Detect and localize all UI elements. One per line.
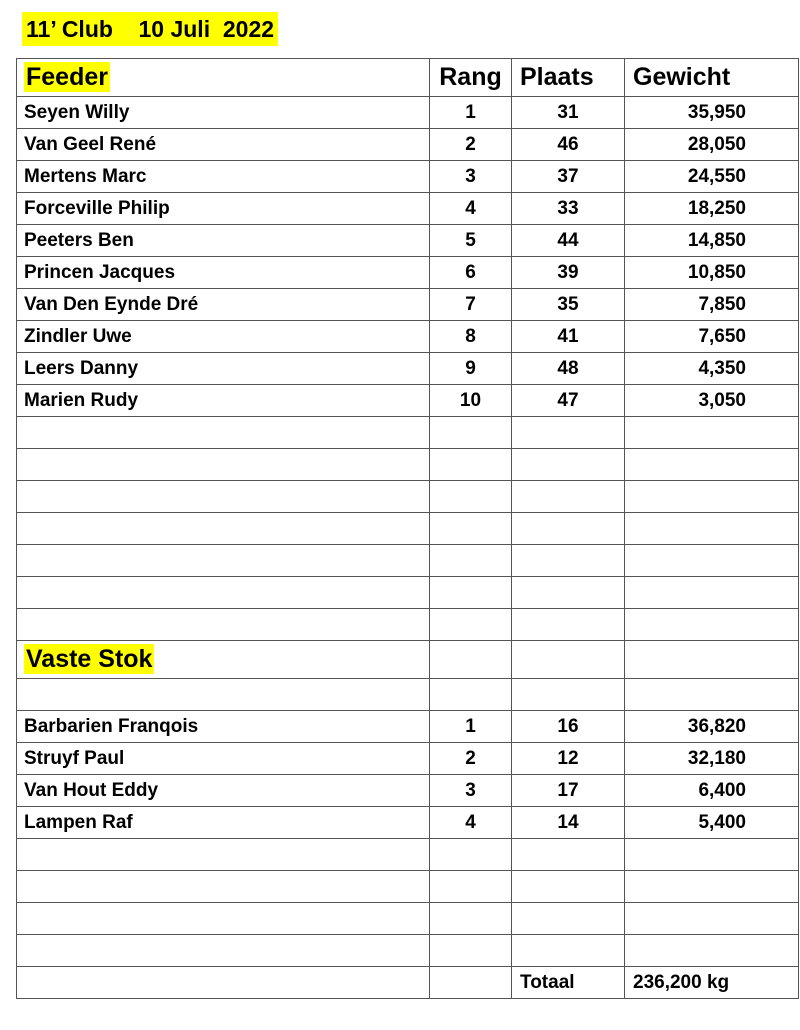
table-row (17, 775, 799, 807)
name-cell: Leers Danny (17, 353, 430, 385)
section-vaste-stok-heading: Vaste Stok (17, 641, 430, 679)
plaats-cell: 31 (512, 97, 625, 129)
table-row (17, 353, 799, 385)
name-cell: Zindler Uwe (17, 321, 430, 353)
table-row (17, 257, 799, 289)
rang-cell: 3 (430, 775, 512, 807)
rang-cell: 8 (430, 321, 512, 353)
rang-cell: 10 (430, 385, 512, 417)
plaats-cell: 46 (512, 129, 625, 161)
name-cell: Lampen Raf (17, 807, 430, 839)
gewicht-cell: 14,850 (625, 225, 799, 257)
rang-cell: 4 (430, 807, 512, 839)
total-label: Totaal (512, 967, 625, 999)
empty-row (17, 513, 799, 545)
plaats-cell: 39 (512, 257, 625, 289)
plaats-cell: 37 (512, 161, 625, 193)
table-row (17, 161, 799, 193)
table-row (17, 807, 799, 839)
gewicht-cell: 4,350 (625, 353, 799, 385)
table-row (17, 385, 799, 417)
table-row (17, 129, 799, 161)
empty-row (17, 935, 799, 967)
name-cell: Princen Jacques (17, 257, 430, 289)
rang-cell: 7 (430, 289, 512, 321)
name-cell: Van Hout Eddy (17, 775, 430, 807)
empty-row (17, 679, 799, 711)
rang-cell: 3 (430, 161, 512, 193)
plaats-cell: 48 (512, 353, 625, 385)
empty-row (17, 577, 799, 609)
plaats-cell: 44 (512, 225, 625, 257)
empty-row (17, 545, 799, 577)
table-row (17, 193, 799, 225)
rang-cell: 1 (430, 711, 512, 743)
rang-cell: 1 (430, 97, 512, 129)
total-value: 236,200 kg (625, 967, 799, 999)
empty-row (17, 903, 799, 935)
name-cell: Van Geel René (17, 129, 430, 161)
empty-row (17, 417, 799, 449)
gewicht-cell: 6,400 (625, 775, 799, 807)
section-row (17, 641, 799, 679)
rang-cell: 2 (430, 129, 512, 161)
gewicht-cell: 7,650 (625, 321, 799, 353)
column-header-gewicht: Gewicht (625, 59, 799, 97)
name-cell: Peeters Ben (17, 225, 430, 257)
table-row (17, 711, 799, 743)
section-feeder-heading: Feeder (17, 59, 430, 97)
table-row (17, 743, 799, 775)
plaats-cell: 33 (512, 193, 625, 225)
gewicht-cell: 3,050 (625, 385, 799, 417)
total-row (17, 967, 799, 999)
page-title: 11’ Club 10 Juli 2022 (22, 12, 278, 46)
gewicht-cell: 7,850 (625, 289, 799, 321)
table-row (17, 225, 799, 257)
table-row (17, 289, 799, 321)
name-cell: Van Den Eynde Dré (17, 289, 430, 321)
gewicht-cell: 24,550 (625, 161, 799, 193)
column-header-rang: Rang (430, 59, 512, 97)
plaats-cell: 16 (512, 711, 625, 743)
empty-row (17, 481, 799, 513)
results-table (16, 58, 799, 999)
table-row (17, 321, 799, 353)
name-cell: Seyen Willy (17, 97, 430, 129)
empty-row (17, 449, 799, 481)
name-cell: Mertens Marc (17, 161, 430, 193)
rang-cell: 2 (430, 743, 512, 775)
plaats-cell: 35 (512, 289, 625, 321)
plaats-cell: 47 (512, 385, 625, 417)
rang-cell: 4 (430, 193, 512, 225)
plaats-cell: 14 (512, 807, 625, 839)
gewicht-cell: 28,050 (625, 129, 799, 161)
gewicht-cell: 35,950 (625, 97, 799, 129)
gewicht-cell: 32,180 (625, 743, 799, 775)
gewicht-cell: 36,820 (625, 711, 799, 743)
empty-row (17, 609, 799, 641)
gewicht-cell: 10,850 (625, 257, 799, 289)
header-row (17, 59, 799, 97)
gewicht-cell: 5,400 (625, 807, 799, 839)
empty-row (17, 871, 799, 903)
rang-cell: 9 (430, 353, 512, 385)
name-cell: Barbarien Franqois (17, 711, 430, 743)
rang-cell: 6 (430, 257, 512, 289)
plaats-cell: 17 (512, 775, 625, 807)
gewicht-cell: 18,250 (625, 193, 799, 225)
name-cell: Struyf Paul (17, 743, 430, 775)
name-cell: Forceville Philip (17, 193, 430, 225)
name-cell: Marien Rudy (17, 385, 430, 417)
plaats-cell: 41 (512, 321, 625, 353)
table-row (17, 97, 799, 129)
rang-cell: 5 (430, 225, 512, 257)
plaats-cell: 12 (512, 743, 625, 775)
empty-row (17, 839, 799, 871)
column-header-plaats: Plaats (512, 59, 625, 97)
